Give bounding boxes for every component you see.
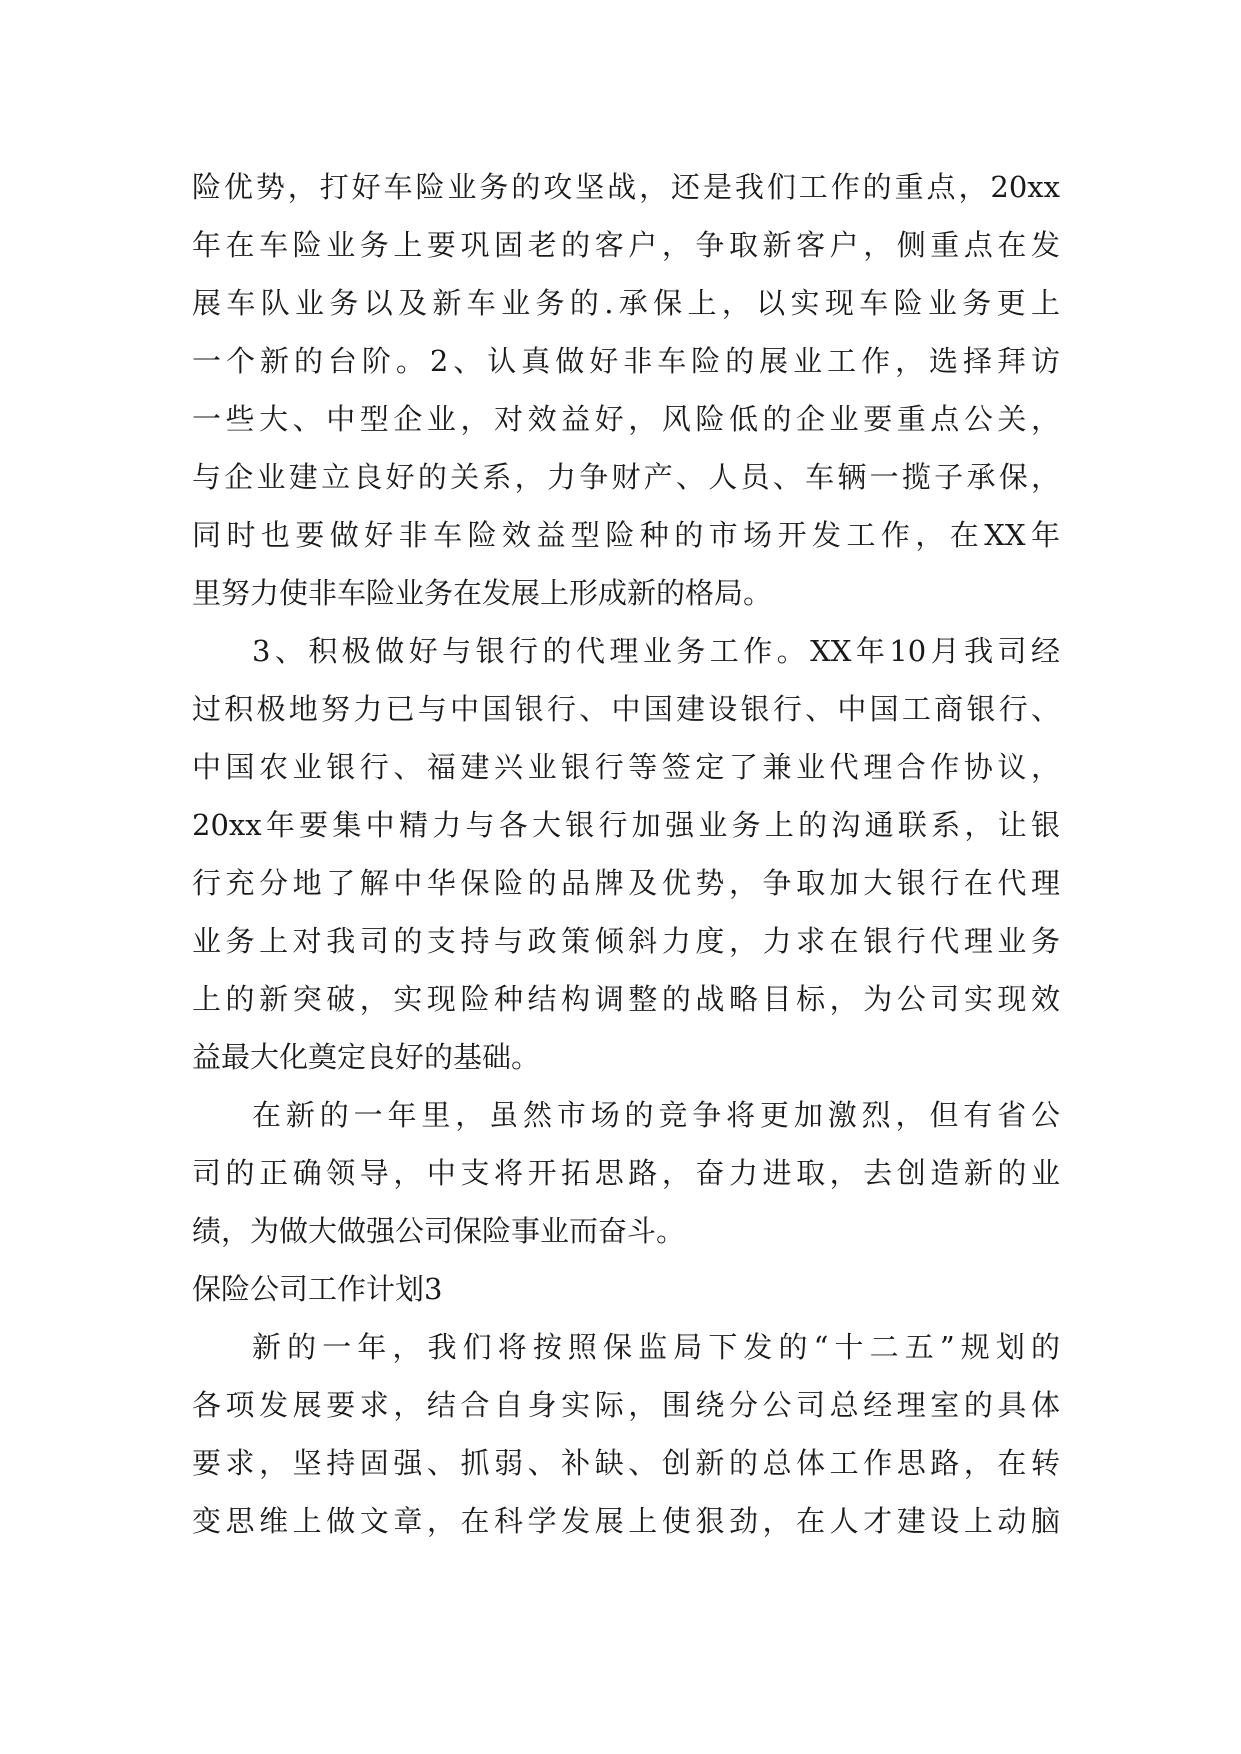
text-line: 益最大化奠定良好的基础。: [192, 1040, 541, 1074]
text-line: 一些大、中型企业，对效益好，风险低的企业要重点公关，: [192, 402, 1060, 436]
text-line: 年在车险业务上要巩固老的客户，争取新客户，侧重点在发: [192, 228, 1060, 262]
text-line: 同时也要做好非车险效益型险种的市场开发工作，在XX年: [192, 518, 1060, 552]
text-line: 要求，坚持固强、抓弱、补缺、创新的总体工作思路，在转: [192, 1446, 1060, 1480]
paragraph-bank-agency: [192, 622, 1060, 1086]
text-line: 各项发展要求，结合自身实际，围绕分公司总经理室的具体: [192, 1388, 1060, 1422]
text-line: 新的一年，我们将按照保监局下发的“十二五”规划的: [252, 1330, 1060, 1364]
text-line: 变思维上做文章，在科学发展上使狠劲，在人才建设上动脑: [192, 1504, 1060, 1538]
text-line: 20xx年要集中精力与各大银行加强业务上的沟通联系，让银: [192, 808, 1060, 842]
text-line: 里努力使非车险业务在发展上形成新的格局。: [192, 576, 773, 610]
paragraph-new-year: [192, 1086, 1060, 1260]
text-line: 3、积极做好与银行的代理业务工作。XX年10月我司经: [252, 634, 1060, 668]
text-line: 上的新突破，实现险种结构调整的战略目标，为公司实现效: [192, 982, 1060, 1016]
text-line: 一个新的台阶。2、认真做好非车险的展业工作，选择拜访: [192, 344, 1060, 378]
text-line: 险优势，打好车险业务的攻坚战，还是我们工作的重点，20xx: [192, 170, 1060, 204]
paragraph-vehicle-insurance: [192, 158, 1060, 622]
text-line: 司的正确领导，中支将开拓思路，奋力进取，去创造新的业: [192, 1156, 1060, 1190]
text-line: 绩，为做大做强公司保险事业而奋斗。: [192, 1214, 686, 1248]
text-line: 展车队业务以及新车业务的.承保上，以实现车险业务更上: [192, 286, 1060, 320]
text-line: 行充分地了解中华保险的品牌及优势，争取加大银行在代理: [192, 866, 1060, 900]
document-body: [192, 158, 1060, 1550]
paragraph-plan-3-intro: [192, 1318, 1060, 1550]
text-line: 与企业建立良好的关系，力争财产、人员、车辆一揽子承保，: [192, 460, 1060, 494]
text-line: 在新的一年里，虽然市场的竞争将更加激烈，但有省公: [252, 1098, 1060, 1132]
text-line: 业务上对我司的支持与政策倾斜力度，力求在银行代理业务: [192, 924, 1060, 958]
section-heading: 保险公司工作计划3: [192, 1272, 443, 1306]
text-line: 中国农业银行、福建兴业银行等签定了兼业代理合作协议，: [192, 750, 1060, 784]
text-line: 过积极地努力已与中国银行、中国建设银行、中国工商银行、: [192, 692, 1060, 726]
